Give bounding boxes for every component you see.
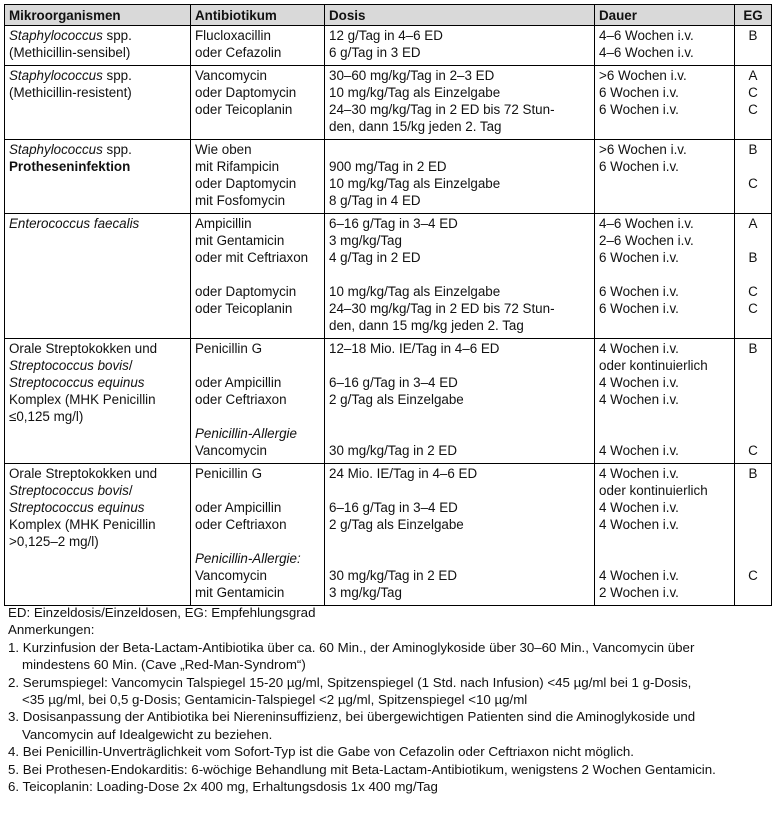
eg-grade — [737, 533, 769, 550]
eg-grade: C — [748, 568, 758, 583]
duration-line: 4 Wochen i.v. — [599, 443, 679, 458]
duration-line: >6 Wochen i.v. — [599, 68, 687, 83]
eg-cell — [735, 66, 772, 140]
duration-line: 6 Wochen i.v. — [599, 284, 679, 299]
organism-text: Komplex (MHK Penicillin — [9, 392, 156, 407]
duration-line: 2–6 Wochen i.v. — [599, 233, 694, 248]
duration-cell — [595, 464, 735, 606]
organism-text: spp. — [102, 68, 132, 83]
table-row — [5, 464, 772, 606]
notes-heading: Anmerkungen: — [8, 622, 95, 638]
duration-line: 6 Wochen i.v. — [599, 85, 679, 100]
header-mikroorganismen: Mikroorganismen — [5, 5, 191, 26]
eg-grade — [737, 44, 769, 61]
duration-line — [599, 192, 731, 209]
header-dosis: Dosis — [325, 5, 595, 26]
note-line: Vancomycin auf Idealgewicht zu beziehen. — [22, 726, 273, 742]
dose-line: 3 mg/kg/Tag — [329, 585, 402, 600]
dose-line: 30–60 mg/kg/Tag in 2–3 ED — [329, 68, 495, 83]
antibiotic-line — [195, 118, 321, 135]
duration-line — [599, 175, 731, 192]
organism-text: ≤0,125 mg/l) — [9, 409, 84, 424]
eg-grade: B — [748, 250, 758, 265]
organism-text: spp. — [102, 28, 132, 43]
antibiotic-line — [195, 408, 321, 425]
duration-line: 4 Wochen i.v. — [599, 392, 679, 407]
dose-line: 12–18 Mio. IE/Tag in 4–6 ED — [329, 341, 500, 356]
eg-grade: C — [748, 284, 758, 299]
duration-line — [599, 533, 731, 550]
antibiotic-line: oder Ampicillin — [195, 375, 282, 390]
organism-text: Komplex (MHK Penicillin — [9, 517, 156, 532]
antibiotic-cell — [191, 140, 325, 214]
eg-grade: A — [748, 216, 758, 231]
organism-line — [9, 499, 187, 516]
organism-text: / — [128, 483, 133, 498]
notes-list — [8, 639, 770, 796]
dose-cell — [325, 66, 595, 140]
organism-text: Staphylococcus — [9, 68, 103, 83]
duration-line: 4 Wochen i.v. — [599, 568, 679, 583]
antibiotic-line: mit Fosfomycin — [195, 193, 286, 208]
organism-line — [9, 27, 187, 44]
antibiotic-line: mit Rifampicin — [195, 159, 280, 174]
antibiotic-line: oder Teicoplanin — [195, 102, 293, 117]
dose-line — [329, 482, 591, 499]
organism-text: Orale Streptokokken und — [9, 466, 158, 481]
organism-line — [9, 158, 187, 175]
duration-line: 4 Wochen i.v. — [599, 517, 679, 532]
dose-line — [329, 425, 591, 442]
table-body — [5, 26, 772, 606]
eg-grade: C — [748, 443, 758, 458]
dose-line — [329, 357, 591, 374]
antibiotic-line: Ampicillin — [195, 216, 252, 231]
organism-text: (Methicillin-sensibel) — [9, 45, 131, 60]
antibiotic-line — [195, 317, 321, 334]
antibiotic-line: Penicillin G — [195, 341, 262, 356]
eg-grade — [737, 357, 769, 374]
eg-grade: B — [748, 466, 758, 481]
organism-text: Staphylococcus — [9, 142, 103, 157]
dose-line: 6 g/Tag in 3 ED — [329, 45, 421, 60]
table-row — [5, 140, 772, 214]
duration-line: 4 Wochen i.v. — [599, 466, 679, 481]
antibiotic-line: Flucloxacillin — [195, 28, 271, 43]
header-dauer: Dauer — [595, 5, 735, 26]
dose-line: 24–30 mg/kg/Tag in 2 ED bis 72 Stun- — [329, 102, 555, 117]
dose-line: 3 mg/kg/Tag — [329, 233, 402, 248]
note-line: 1. Kurzinfusion der Beta-Lactam-Antibiotika über ca. 60 Min., der Aminoglykoside über 30–60 Min., Vancomycin über — [8, 639, 695, 655]
antibiotic-line — [195, 482, 321, 499]
dose-line: 30 mg/kg/Tag in 2 ED — [329, 568, 458, 583]
organism-line — [9, 141, 187, 158]
dose-line: 4 g/Tag in 2 ED — [329, 250, 421, 265]
antibiotic-cell — [191, 339, 325, 464]
eg-grade — [737, 192, 769, 209]
dose-cell — [325, 26, 595, 66]
organism-cell — [5, 214, 191, 339]
table-header-row — [5, 5, 772, 26]
duration-line: 2 Wochen i.v. — [599, 585, 679, 600]
eg-grade: C — [748, 176, 758, 191]
antibiotic-line: Penicillin-Allergie: — [195, 551, 301, 566]
duration-line — [599, 118, 731, 135]
note-line: <35 µg/ml, bei 0,5 g-Dosis; Gentamicin-Talspiegel <2 µg/ml, Spitzenspiegel <10 µg/ml — [22, 692, 528, 708]
organism-line — [9, 357, 187, 374]
notes-section — [8, 604, 770, 795]
antibiotic-cell — [191, 66, 325, 140]
organism-line — [9, 482, 187, 499]
header-antibiotikum: Antibiotikum — [191, 5, 325, 26]
duration-line: 6 Wochen i.v. — [599, 102, 679, 117]
organism-line — [9, 516, 187, 533]
organism-line — [9, 465, 187, 482]
duration-cell — [595, 26, 735, 66]
antibiotic-line: Penicillin G — [195, 466, 262, 481]
organism-line — [9, 84, 187, 101]
dose-cell — [325, 464, 595, 606]
dose-line — [329, 533, 591, 550]
duration-line — [599, 408, 731, 425]
note-item — [8, 674, 770, 709]
organism-text: Staphylococcus — [9, 28, 103, 43]
organism-line — [9, 67, 187, 84]
duration-line: 4 Wochen i.v. — [599, 500, 679, 515]
eg-grade: B — [748, 28, 758, 43]
eg-cell — [735, 214, 772, 339]
dose-line: 6–16 g/Tag in 3–4 ED — [329, 375, 458, 390]
antibiotic-line: Vancomycin — [195, 443, 267, 458]
antibiotic-therapy-table — [4, 4, 772, 606]
note-item — [8, 778, 770, 795]
eg-grade — [737, 391, 769, 408]
antibiotic-line — [195, 266, 321, 283]
organism-text: Streptococcus bovis — [9, 358, 129, 373]
eg-grade — [737, 158, 769, 175]
eg-grade — [737, 499, 769, 516]
duration-line: 4–6 Wochen i.v. — [599, 45, 694, 60]
eg-grade — [737, 317, 769, 334]
eg-grade — [737, 516, 769, 533]
dose-line: 10 mg/kg/Tag als Einzelgabe — [329, 85, 501, 100]
dose-line — [329, 550, 591, 567]
antibiotic-line — [195, 357, 321, 374]
antibiotic-line — [195, 533, 321, 550]
organism-cell — [5, 140, 191, 214]
duration-line: oder kontinuierlich — [599, 483, 708, 498]
duration-cell — [595, 339, 735, 464]
dose-cell — [325, 339, 595, 464]
eg-grade: C — [748, 102, 758, 117]
eg-grade: B — [748, 142, 758, 157]
dose-line: 6–16 g/Tag in 3–4 ED — [329, 216, 458, 231]
duration-line: 4 Wochen i.v. — [599, 341, 679, 356]
antibiotic-line: oder Cefazolin — [195, 45, 282, 60]
duration-line: 6 Wochen i.v. — [599, 159, 679, 174]
dose-line: 8 g/Tag in 4 ED — [329, 193, 421, 208]
note-item — [8, 639, 770, 674]
duration-cell — [595, 214, 735, 339]
table-row — [5, 26, 772, 66]
organism-text: Streptococcus equinus — [9, 375, 145, 390]
antibiotic-line: Wie oben — [195, 142, 252, 157]
eg-grade — [737, 118, 769, 135]
organism-cell — [5, 339, 191, 464]
note-line: 3. Dosisanpassung der Antibiotika bei Niereninsuffizienz, bei übergewichtigen Patienten sind die Aminoglykoside und — [8, 709, 696, 725]
antibiotic-cell — [191, 464, 325, 606]
dose-line: 24–30 mg/kg/Tag in 2 ED bis 72 Stun- — [329, 301, 555, 316]
eg-grade: C — [748, 85, 758, 100]
antibiotic-line: oder Daptomycin — [195, 176, 297, 191]
antibiotic-line: Penicillin-Allergie — [195, 426, 297, 441]
note-line: 2. Serumspiegel: Vancomycin Talspiegel 15-20 µg/ml, Spitzenspiegel (1 Std. nach Infusion) <45 µg/ml bei 1 g-Dosis, — [8, 674, 692, 690]
dose-line: 10 mg/kg/Tag als Einzelgabe — [329, 176, 501, 191]
abbreviation-legend: ED: Einzeldosis/Einzeldosen, EG: Empfehlungsgrad — [8, 605, 316, 620]
duration-line: 4 Wochen i.v. — [599, 375, 679, 390]
duration-line — [599, 266, 731, 283]
dose-cell — [325, 214, 595, 339]
organism-text: Enterococcus faecalis — [9, 216, 140, 231]
organism-cell — [5, 26, 191, 66]
dose-line — [329, 408, 591, 425]
table-row — [5, 66, 772, 140]
organism-line — [9, 533, 187, 550]
organism-text: Streptococcus equinus — [9, 500, 145, 515]
organism-text: / — [128, 358, 133, 373]
eg-grade: C — [748, 301, 758, 316]
eg-grade — [737, 584, 769, 601]
organism-line — [9, 374, 187, 391]
note-line: 5. Bei Prothesen-Endokarditis: 6-wöchige Behandlung mit Beta-Lactam-Antibiotikum, wenigstens 2 Wochen Gentamicin. — [8, 761, 716, 777]
eg-cell — [735, 140, 772, 214]
organism-text: Protheseninfektion — [9, 159, 131, 174]
eg-grade — [737, 408, 769, 425]
note-item — [8, 708, 770, 743]
dose-line: den, dann 15 mg/kg jeden 2. Tag — [329, 318, 524, 333]
antibiotic-cell — [191, 26, 325, 66]
antibiotic-line: oder Ceftriaxon — [195, 392, 287, 407]
antibiotic-line: oder Ceftriaxon — [195, 517, 287, 532]
duration-line: 6 Wochen i.v. — [599, 301, 679, 316]
organism-cell — [5, 464, 191, 606]
duration-cell — [595, 66, 735, 140]
antibiotic-line: oder Teicoplanin — [195, 301, 293, 316]
duration-line — [599, 317, 731, 334]
note-line: 4. Bei Penicillin-Unverträglichkeit vom Sofort-Typ ist die Gabe von Cefazolin oder Ceftriaxon nicht möglich. — [8, 744, 634, 760]
antibiotic-line: mit Gentamicin — [195, 585, 285, 600]
dose-line: 2 g/Tag als Einzelgabe — [329, 392, 464, 407]
duration-line — [599, 550, 731, 567]
dose-cell — [325, 140, 595, 214]
organism-line — [9, 215, 187, 232]
dose-line: 24 Mio. IE/Tag in 4–6 ED — [329, 466, 478, 481]
eg-grade: B — [748, 341, 758, 356]
organism-line — [9, 391, 187, 408]
eg-grade — [737, 550, 769, 567]
organism-line — [9, 340, 187, 357]
duration-line: >6 Wochen i.v. — [599, 142, 687, 157]
dose-line: 900 mg/Tag in 2 ED — [329, 159, 447, 174]
duration-line: 4–6 Wochen i.v. — [599, 28, 694, 43]
note-line: 6. Teicoplanin: Loading-Dose 2x 400 mg, Erhaltungsdosis 1x 400 mg/Tag — [8, 779, 438, 795]
dose-line — [329, 266, 591, 283]
organism-text: (Methicillin-resistent) — [9, 85, 132, 100]
header-eg: EG — [735, 5, 772, 26]
antibiotic-line: oder Ampicillin — [195, 500, 282, 515]
eg-grade — [737, 232, 769, 249]
duration-line: oder kontinuierlich — [599, 358, 708, 373]
organism-line — [9, 408, 187, 425]
duration-cell — [595, 140, 735, 214]
eg-cell — [735, 464, 772, 606]
organism-line — [9, 44, 187, 61]
organism-text: spp. — [102, 142, 132, 157]
eg-grade: A — [748, 68, 758, 83]
dose-line: 30 mg/kg/Tag in 2 ED — [329, 443, 458, 458]
note-item — [8, 761, 770, 778]
eg-grade — [737, 374, 769, 391]
eg-grade — [737, 266, 769, 283]
dose-line: 2 g/Tag als Einzelgabe — [329, 517, 464, 532]
eg-cell — [735, 26, 772, 66]
organism-text: Streptococcus bovis — [9, 483, 129, 498]
duration-line — [599, 425, 731, 442]
antibiotic-line: Vancomycin — [195, 68, 267, 83]
antibiotic-line: oder Daptomycin — [195, 284, 297, 299]
table-row — [5, 339, 772, 464]
duration-line: 6 Wochen i.v. — [599, 250, 679, 265]
eg-grade — [737, 425, 769, 442]
antibiotic-line: mit Gentamicin — [195, 233, 285, 248]
note-line: mindestens 60 Min. (Cave „Red-Man-Syndrom“) — [22, 657, 306, 673]
dose-line: 10 mg/kg/Tag als Einzelgabe — [329, 284, 501, 299]
antibiotic-line: oder Daptomycin — [195, 85, 297, 100]
note-item — [8, 743, 770, 760]
antibiotic-line: oder mit Ceftriaxon — [195, 250, 309, 265]
antibiotic-cell — [191, 214, 325, 339]
duration-line: 4–6 Wochen i.v. — [599, 216, 694, 231]
eg-cell — [735, 339, 772, 464]
eg-grade — [737, 482, 769, 499]
antibiotic-line: Vancomycin — [195, 568, 267, 583]
table-row — [5, 214, 772, 339]
dose-line: den, dann 15/kg jeden 2. Tag — [329, 119, 502, 134]
dose-line: 6–16 g/Tag in 3–4 ED — [329, 500, 458, 515]
organism-text: >0,125–2 mg/l) — [9, 534, 99, 549]
organism-text: Orale Streptokokken und — [9, 341, 158, 356]
dose-line — [329, 141, 591, 158]
dose-line: 12 g/Tag in 4–6 ED — [329, 28, 443, 43]
organism-cell — [5, 66, 191, 140]
